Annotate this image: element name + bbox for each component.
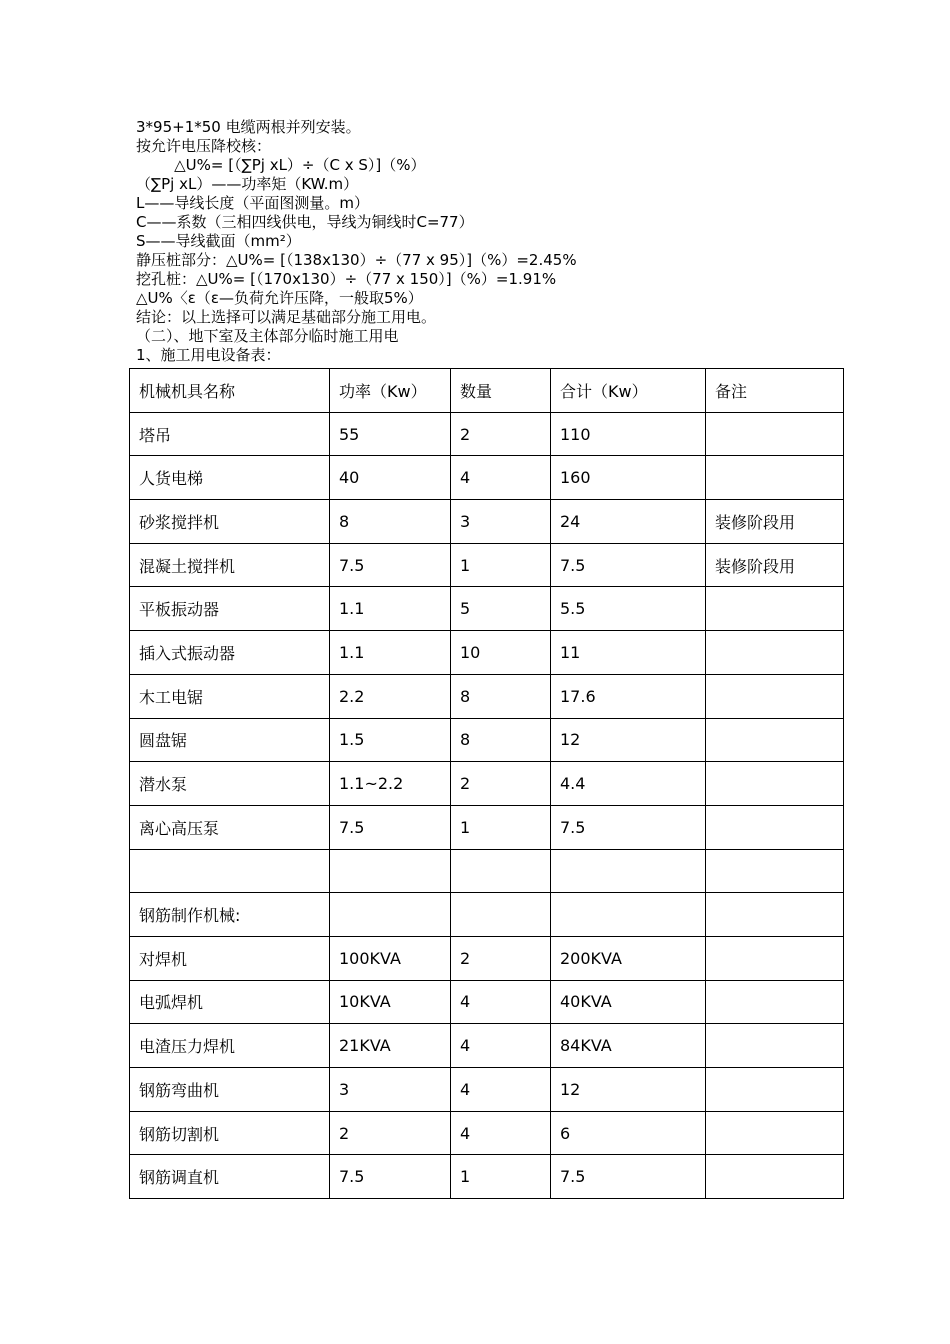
table-cell: 4 — [451, 1111, 551, 1155]
table-cell — [551, 849, 706, 893]
table-cell: 40 — [330, 456, 451, 500]
table-cell: 离心高压泵 — [130, 805, 330, 849]
text-line: C——系数（三相四线供电，导线为铜线时C=77） — [136, 213, 474, 231]
table-cell: 1.1 — [330, 587, 451, 631]
table-cell: 2 — [451, 762, 551, 806]
table-row — [130, 1068, 844, 1112]
table-cell: 10KVA — [330, 980, 451, 1024]
table-row — [130, 543, 844, 587]
body-text — [136, 118, 836, 365]
table-cell: 装修阶段用 — [706, 543, 844, 587]
table-row — [130, 631, 844, 675]
table-cell — [706, 849, 844, 893]
table-cell: 12 — [551, 718, 706, 762]
table-cell: 1.5 — [330, 718, 451, 762]
table-row — [130, 1155, 844, 1199]
equipment-table — [129, 368, 844, 1199]
table-cell: 17.6 — [551, 674, 706, 718]
table-cell: 7.5 — [551, 805, 706, 849]
table-cell — [130, 849, 330, 893]
table-cell: 5 — [451, 587, 551, 631]
table-cell: 木工电锯 — [130, 674, 330, 718]
table-cell: 人货电梯 — [130, 456, 330, 500]
table-row — [130, 849, 844, 893]
table-cell — [451, 849, 551, 893]
table-cell: 24 — [551, 500, 706, 544]
table-cell: 圆盘锯 — [130, 718, 330, 762]
table-cell: 7.5 — [330, 543, 451, 587]
table-cell: 2.2 — [330, 674, 451, 718]
text-line: S——导线截面（mm²） — [136, 232, 301, 250]
table-cell: 10 — [451, 631, 551, 675]
table-cell: 8 — [451, 718, 551, 762]
table-cell: 1.1~2.2 — [330, 762, 451, 806]
table-row — [130, 893, 844, 937]
table-cell — [706, 1024, 844, 1068]
table-cell — [706, 587, 844, 631]
text-line: 静压桩部分：△U%= [（138x130）÷（77 x 95）]（%）=2.45% — [136, 251, 577, 269]
text-line: 3*95+1*50 电缆两根并列安装。 — [136, 118, 361, 136]
table-cell — [706, 805, 844, 849]
table-cell: 160 — [551, 456, 706, 500]
table-cell: 电弧焊机 — [130, 980, 330, 1024]
table-row — [130, 1024, 844, 1068]
text-line: （∑Pj xL）——功率矩（KW.m） — [136, 175, 359, 193]
table-caption: 1、施工用电设备表： — [136, 346, 281, 364]
table-cell: 4 — [451, 1068, 551, 1112]
table-cell: 5.5 — [551, 587, 706, 631]
table-cell — [706, 718, 844, 762]
table-cell: 潜水泵 — [130, 762, 330, 806]
table-cell — [706, 1068, 844, 1112]
table-cell: 1.1 — [330, 631, 451, 675]
table-cell: 21KVA — [330, 1024, 451, 1068]
table-cell: 混凝土搅拌机 — [130, 543, 330, 587]
text-line: 结论：以上选择可以满足基础部分施工用电。 — [136, 308, 437, 326]
header-cell: 功率（Kw） — [330, 369, 451, 413]
table-cell: 4.4 — [551, 762, 706, 806]
table-cell: 塔吊 — [130, 412, 330, 456]
table-cell — [706, 936, 844, 980]
header-cell: 机械机具名称 — [130, 369, 330, 413]
table-cell — [330, 849, 451, 893]
table-cell: 7.5 — [551, 1155, 706, 1199]
text-line: 挖孔桩：△U%= [（170x130）÷（77 x 150）]（%）=1.91% — [136, 270, 557, 288]
header-cell: 数量 — [451, 369, 551, 413]
table-cell: 1 — [451, 1155, 551, 1199]
table-row — [130, 500, 844, 544]
table-row — [130, 456, 844, 500]
table-cell: 40KVA — [551, 980, 706, 1024]
table-cell — [706, 980, 844, 1024]
table-cell — [706, 893, 844, 937]
table-cell — [706, 674, 844, 718]
table-cell: 84KVA — [551, 1024, 706, 1068]
table-cell: 2 — [451, 412, 551, 456]
header-cell: 合计（Kw） — [551, 369, 706, 413]
table-cell: 1 — [451, 543, 551, 587]
table-cell: 8 — [330, 500, 451, 544]
table-cell: 钢筋切割机 — [130, 1111, 330, 1155]
table-row — [130, 936, 844, 980]
table-row — [130, 718, 844, 762]
table-cell — [451, 893, 551, 937]
text-line: 按允许电压降校核： — [136, 137, 272, 155]
table-cell: 2 — [330, 1111, 451, 1155]
table-cell: 8 — [451, 674, 551, 718]
table-cell — [551, 893, 706, 937]
table-cell: 110 — [551, 412, 706, 456]
text-line: L——导线长度（平面图测量。m） — [136, 194, 369, 212]
table-cell: 钢筋弯曲机 — [130, 1068, 330, 1112]
table-cell: 55 — [330, 412, 451, 456]
table-cell: 电渣压力焊机 — [130, 1024, 330, 1068]
table-cell: 对焊机 — [130, 936, 330, 980]
table-row — [130, 412, 844, 456]
table-cell: 2 — [451, 936, 551, 980]
header-cell: 备注 — [706, 369, 844, 413]
table-cell: 6 — [551, 1111, 706, 1155]
table-cell — [706, 412, 844, 456]
table-cell: 200KVA — [551, 936, 706, 980]
table-cell: 4 — [451, 980, 551, 1024]
table-cell — [706, 456, 844, 500]
table-header-row — [130, 369, 844, 413]
table-cell — [706, 631, 844, 675]
table-row — [130, 674, 844, 718]
table-cell: 钢筋调直机 — [130, 1155, 330, 1199]
table-cell: 钢筋制作机械: — [130, 893, 330, 937]
table-cell: 砂浆搅拌机 — [130, 500, 330, 544]
table-cell — [706, 762, 844, 806]
table-cell: 12 — [551, 1068, 706, 1112]
table-cell: 插入式振动器 — [130, 631, 330, 675]
table-cell: 平板振动器 — [130, 587, 330, 631]
table-cell: 7.5 — [551, 543, 706, 587]
text-line: △U%〈ε（ε—负荷允许压降，一般取5%） — [136, 289, 423, 307]
table-cell: 装修阶段用 — [706, 500, 844, 544]
table-row — [130, 587, 844, 631]
table-row — [130, 980, 844, 1024]
formula-line: △U%= [（∑Pj xL）÷（C x S）]（%） — [136, 156, 426, 174]
table-row — [130, 762, 844, 806]
table-cell — [330, 893, 451, 937]
table-cell: 4 — [451, 1024, 551, 1068]
table-cell: 3 — [330, 1068, 451, 1112]
table-cell: 7.5 — [330, 805, 451, 849]
table-row — [130, 805, 844, 849]
table-cell: 4 — [451, 456, 551, 500]
table-cell: 11 — [551, 631, 706, 675]
table-cell — [706, 1111, 844, 1155]
table-cell: 100KVA — [330, 936, 451, 980]
table-cell: 1 — [451, 805, 551, 849]
section-heading: （二）、地下室及主体部分临时施工用电 — [136, 327, 399, 345]
table-cell — [706, 1155, 844, 1199]
table-row — [130, 1111, 844, 1155]
table-cell: 7.5 — [330, 1155, 451, 1199]
table-cell: 3 — [451, 500, 551, 544]
